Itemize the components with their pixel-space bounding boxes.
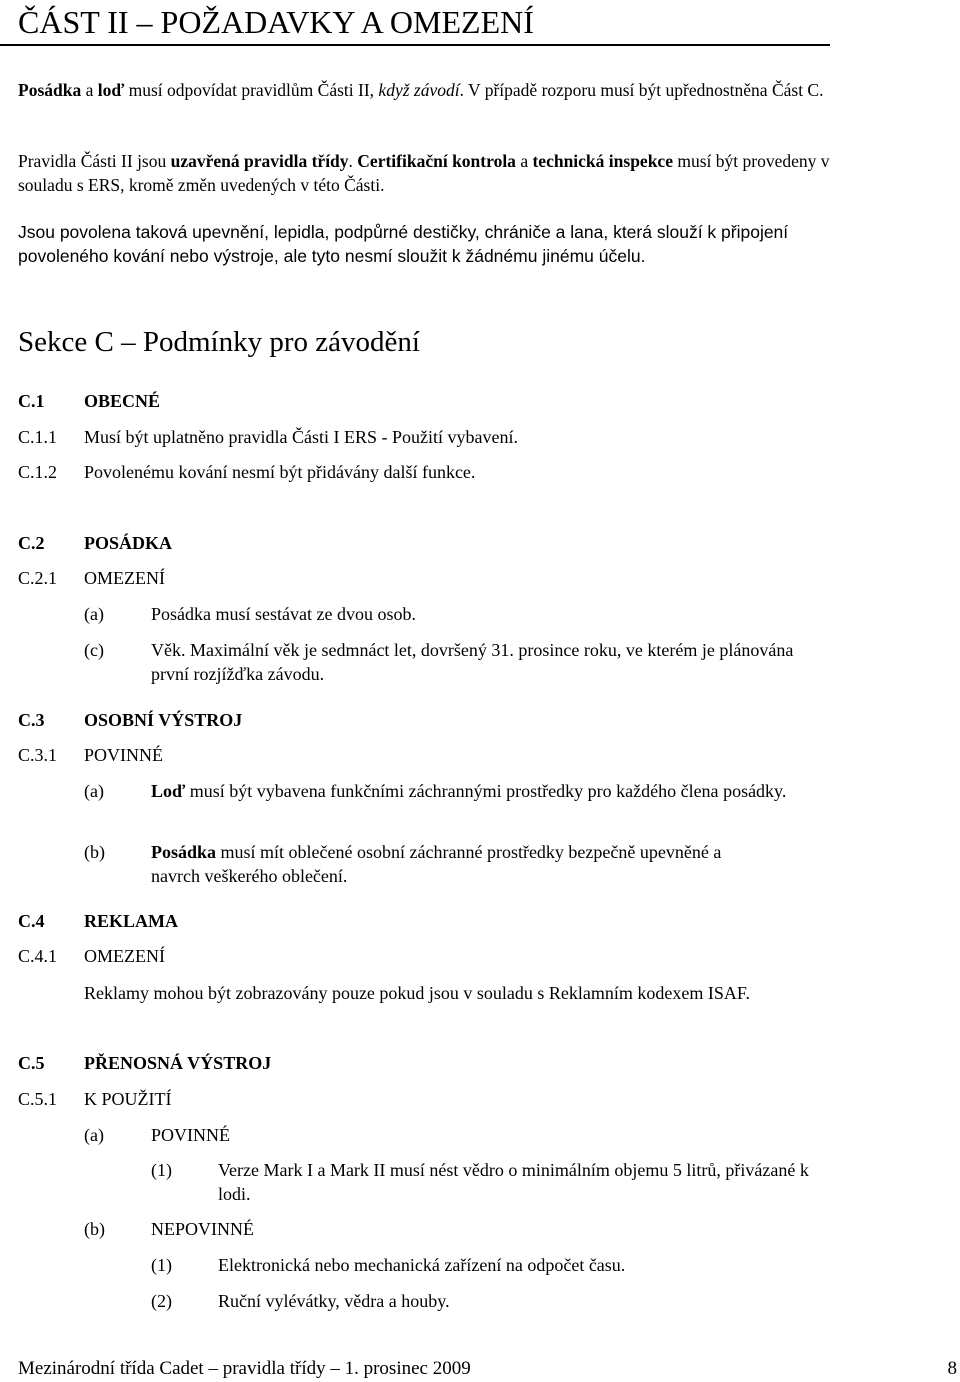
page-number: 8	[947, 1358, 957, 1379]
section-number: C.1	[18, 391, 45, 411]
rule-number: C.4.1	[18, 946, 58, 966]
subitem-label: (1)	[151, 1255, 172, 1275]
subsection-heading: K POUŽITÍ	[84, 1089, 172, 1109]
subsection-heading: OMEZENÍ	[84, 946, 165, 966]
item-heading: NEPOVINNÉ	[151, 1219, 254, 1239]
term-posadka: Posádka	[151, 842, 217, 862]
subitem-label: (2)	[151, 1291, 172, 1311]
section-heading: REKLAMA	[84, 911, 178, 931]
item-text: Posádka musí sestávat ze dvou osob.	[151, 604, 416, 624]
term-posadka: Posádka	[18, 80, 82, 100]
page-title: ČÁST II – POŽADAVKY A OMEZENÍ	[18, 4, 534, 40]
item-label: (c)	[84, 640, 104, 660]
footer-text: Mezinárodní třída Cadet – pravidla třídy – 1. prosinec 2009	[18, 1358, 471, 1379]
term-posadky: posádky	[723, 781, 782, 801]
term-uzavrena-pravidla: uzavřená pravidla třídy	[170, 151, 349, 171]
item-label: (a)	[84, 1125, 104, 1145]
title-underline	[0, 44, 830, 46]
rule-number: C.2.1	[18, 568, 58, 588]
term-lod: Loď	[151, 781, 186, 801]
text-span: musí mít oblečené osobní záchranné prostředky bezpečně upevněné a navrch veškerého oblečení.	[151, 842, 722, 886]
subitem-label: (1)	[151, 1160, 172, 1180]
term-technicka-inspekce: technická inspekce	[532, 151, 673, 171]
intro-paragraph-2	[18, 149, 848, 197]
section-number: C.5	[18, 1053, 45, 1073]
section-heading: POSÁDKA	[84, 533, 173, 553]
term-lod: loď	[97, 80, 125, 100]
rule-text: Povolenému kování nesmí být přidávány další funkce.	[84, 462, 476, 482]
section-number: C.4	[18, 911, 45, 931]
rule-text: Reklamy mohou být zobrazovány pouze pokud jsou v souladu s Reklamním kodexem ISAF.	[84, 983, 750, 1003]
subitem-text: Verze Mark I a Mark II musí nést vědro o minimálním objemu 5 litrů, přivázané k lodi.	[218, 1160, 809, 1204]
item-text	[151, 840, 751, 888]
rule-number: C.1.1	[18, 427, 58, 447]
text-span: a	[515, 151, 533, 171]
term-kdyz-zavodi: když závodí	[378, 80, 460, 100]
section-number: C.2	[18, 533, 45, 553]
subsection-heading: POVINNÉ	[84, 745, 163, 765]
intro-paragraph-3: Jsou povolena taková upevnění, lepidla, podpůrné destičky, chrániče a lana, která slouží k připojení povoleného kování nebo výstroje, ale tyto nesmí sloužit k žádnému jinému účelu.	[18, 222, 789, 266]
item-text	[151, 779, 831, 803]
text-span: musí být vybavena funkčními záchrannými prostředky pro každého člena	[185, 781, 724, 801]
section-heading: OSOBNÍ VÝSTROJ	[84, 710, 243, 730]
section-number: C.3	[18, 710, 45, 730]
rule-number: C.1.2	[18, 462, 58, 482]
rule-text: Musí být uplatněno pravidla Části I ERS - Použití vybavení.	[84, 427, 518, 447]
item-label: (a)	[84, 604, 104, 624]
subitem-text: Ruční vylévátky, vědra a houby.	[218, 1291, 450, 1311]
item-text: Věk. Maximální věk je sedmnáct let, dovršený 31. prosince roku, ve kterém je plánována první rozjížďka závodu.	[151, 640, 794, 684]
section-heading: OBECNÉ	[84, 391, 161, 411]
intro-paragraph-1	[18, 78, 848, 102]
text-span: . V případě rozporu musí být upřednostněna Část C.	[459, 80, 824, 100]
item-heading: POVINNÉ	[151, 1125, 230, 1145]
text-span: musí být provedeny v souladu s ERS, kromě změn uvedených v této Části.	[18, 151, 830, 195]
section-title: Sekce C – Podmínky pro závodění	[18, 326, 420, 358]
text-span: musí odpovídat pravidlům Části II,	[124, 80, 379, 100]
text-span: .	[781, 781, 787, 801]
text-span: a	[81, 80, 98, 100]
subsection-heading: OMEZENÍ	[84, 568, 165, 588]
item-label: (b)	[84, 1219, 105, 1239]
item-label: (a)	[84, 781, 104, 801]
text-span: .	[348, 151, 358, 171]
subitem-text: Elektronická nebo mechanická zařízení na odpočet času.	[218, 1255, 626, 1275]
section-heading: PŘENOSNÁ VÝSTROJ	[84, 1053, 272, 1073]
rule-number: C.5.1	[18, 1089, 58, 1109]
item-label: (b)	[84, 842, 105, 862]
rule-number: C.3.1	[18, 745, 58, 765]
text-span: Pravidla Části II jsou	[18, 151, 171, 171]
term-certifikacni-kontrola: Certifikační kontrola	[357, 151, 516, 171]
